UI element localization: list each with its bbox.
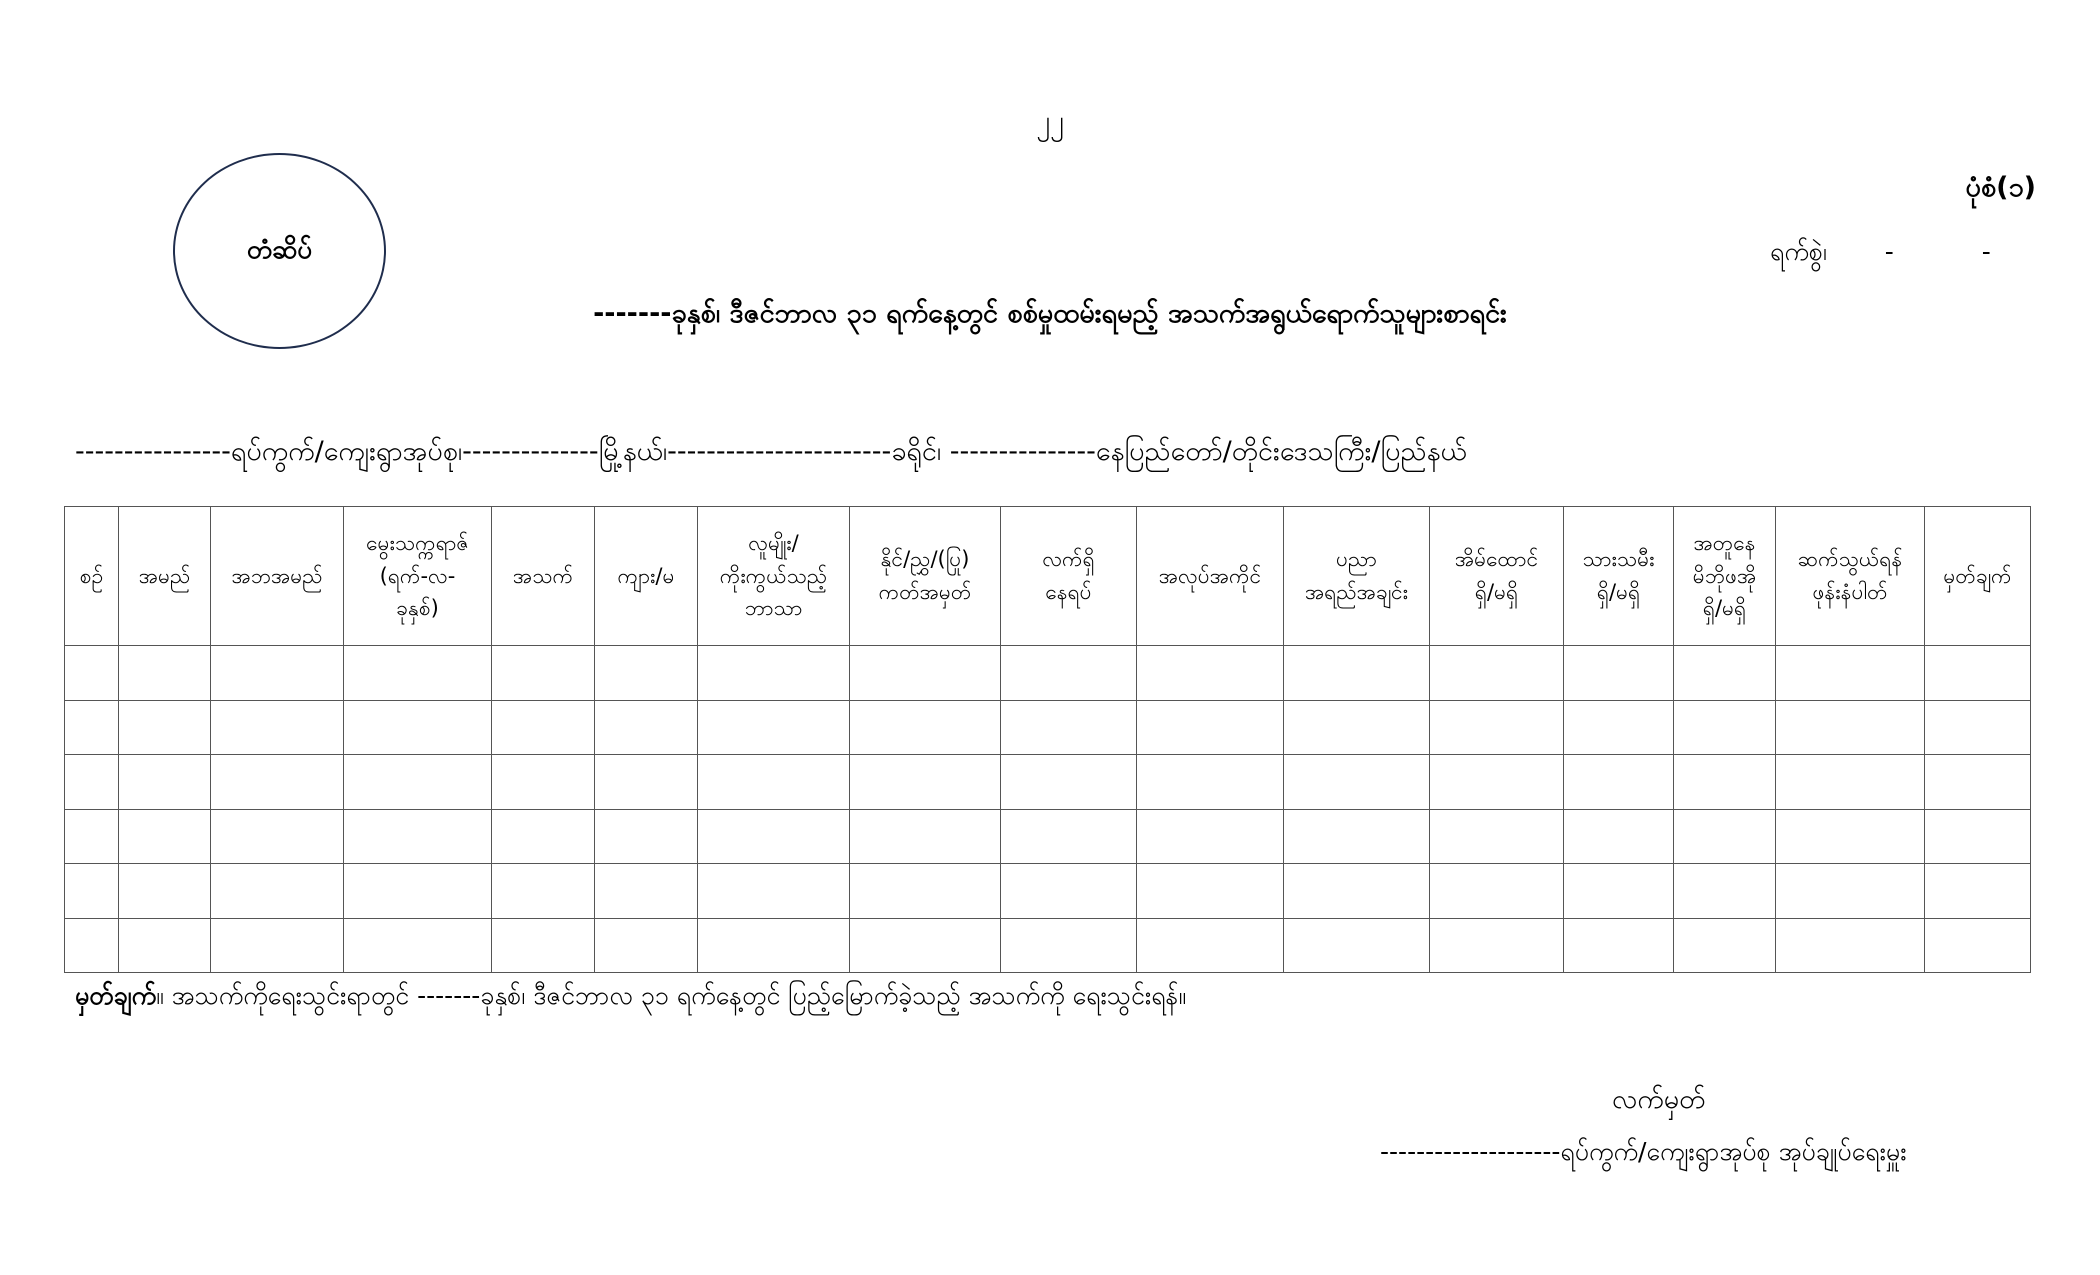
column-header (698, 507, 850, 646)
column-header-line: အဘအမည် (231, 563, 323, 588)
column-header (1776, 507, 1925, 646)
register-table (64, 506, 2031, 973)
table-cell[interactable] (1001, 864, 1137, 919)
table-row (65, 755, 2031, 810)
table-cell[interactable] (119, 646, 211, 701)
table-cell[interactable] (1284, 809, 1430, 864)
column-header-line: ကိုးကွယ်သည့် (719, 563, 828, 588)
table-cell[interactable] (1776, 809, 1925, 864)
table-cell[interactable] (1776, 864, 1925, 919)
table-row (65, 700, 2031, 755)
table-cell[interactable] (119, 809, 211, 864)
table-cell[interactable] (1674, 809, 1776, 864)
table-cell[interactable] (211, 864, 344, 919)
column-header-line: သားသမီး (1582, 547, 1655, 572)
table-cell[interactable] (1925, 809, 2031, 864)
table-cell[interactable] (595, 918, 698, 973)
table-cell[interactable] (698, 809, 850, 864)
table-cell[interactable] (1001, 755, 1137, 810)
table-cell[interactable] (850, 646, 1001, 701)
table-cell[interactable] (595, 700, 698, 755)
table-cell[interactable] (595, 646, 698, 701)
column-header-line: ဆက်သွယ်ရန် (1797, 547, 1903, 572)
table-cell[interactable] (65, 918, 119, 973)
date-dash: - (1884, 237, 1894, 266)
form-number: ပုံစံ(၁) (1965, 172, 2036, 203)
table-cell[interactable] (344, 809, 492, 864)
table-cell[interactable] (65, 646, 119, 701)
table-cell[interactable] (119, 755, 211, 810)
column-header (344, 507, 492, 646)
table-cell[interactable] (1137, 809, 1284, 864)
table-cell[interactable] (65, 700, 119, 755)
footnote-label: မှတ်ချက် (75, 981, 157, 1010)
column-header-line: မိဘိုဖအို (1692, 563, 1757, 588)
table-cell[interactable] (1925, 700, 2031, 755)
table-row (65, 646, 2031, 701)
date-line (1770, 236, 1991, 273)
table-cell[interactable] (211, 809, 344, 864)
table-cell[interactable] (1674, 646, 1776, 701)
table-cell[interactable] (344, 646, 492, 701)
column-header (1925, 507, 2031, 646)
table-cell[interactable] (1284, 918, 1430, 973)
table-cell[interactable] (850, 918, 1001, 973)
table-cell[interactable] (698, 646, 850, 701)
table-cell[interactable] (1776, 755, 1925, 810)
table-cell[interactable] (698, 700, 850, 755)
table-cell[interactable] (65, 864, 119, 919)
table-cell[interactable] (1925, 918, 2031, 973)
footnote (75, 980, 1186, 1017)
table-header-row (65, 507, 2031, 646)
signature-label: လက်မှတ် (1612, 1084, 1706, 1115)
table-cell[interactable] (1284, 646, 1430, 701)
table-cell[interactable] (1430, 755, 1564, 810)
column-header-line: (ရက်-လ- (379, 563, 456, 588)
table-cell[interactable] (1430, 864, 1564, 919)
table-cell[interactable] (1284, 864, 1430, 919)
table-cell[interactable] (1925, 646, 2031, 701)
column-header-line: နေရပ် (1045, 580, 1092, 604)
column-header-line: အိမ်ထောင် (1454, 547, 1539, 572)
table-cell[interactable] (211, 700, 344, 755)
table-cell[interactable] (595, 864, 698, 919)
column-header-line: အရည်အချင်း (1304, 580, 1409, 604)
column-header-line: ကျား/မ (617, 563, 675, 588)
table-cell[interactable] (492, 864, 595, 919)
table-cell[interactable] (492, 755, 595, 810)
signature-line: --------------------ရပ်ကွက်/ကျေးရွာအုပ်စု အုပ်ချုပ်ရေးမှူး (1380, 1137, 1907, 1166)
table-cell[interactable] (211, 755, 344, 810)
table-cell[interactable] (1564, 809, 1674, 864)
table-cell[interactable] (492, 809, 595, 864)
table-cell[interactable] (1674, 700, 1776, 755)
column-header-line: ခုနှစ်) (396, 596, 439, 621)
table-cell[interactable] (1001, 918, 1137, 973)
table-cell[interactable] (1284, 700, 1430, 755)
column-header (1284, 507, 1430, 646)
table-cell[interactable] (492, 700, 595, 755)
table-cell[interactable] (119, 700, 211, 755)
table-cell[interactable] (344, 918, 492, 973)
column-header (65, 507, 119, 646)
table-cell[interactable] (344, 864, 492, 919)
table-cell[interactable] (850, 809, 1001, 864)
table-cell[interactable] (1430, 809, 1564, 864)
column-header-line: ရှိ/မရှိ (1596, 580, 1641, 604)
table-cell[interactable] (1674, 864, 1776, 919)
table-cell[interactable] (698, 864, 850, 919)
column-header (1564, 507, 1674, 646)
table-cell[interactable] (1925, 864, 2031, 919)
table-cell[interactable] (1430, 918, 1564, 973)
date-label: ရက်စွဲ၊ (1770, 237, 1827, 266)
date-dash: - (1981, 237, 1991, 266)
column-header-line: ဖုန်းနံပါတ် (1812, 580, 1888, 604)
table-cell[interactable] (1137, 700, 1284, 755)
table-cell[interactable] (1674, 918, 1776, 973)
table-cell[interactable] (1284, 755, 1430, 810)
table-cell[interactable] (211, 918, 344, 973)
table-cell[interactable] (1564, 646, 1674, 701)
footnote-text: ။ အသက်ကိုရေးသွင်းရာတွင် -------ခုနှစ်၊ ဒီဇင်ဘာလ ၃၁ ရက်နေ့တွင် ပြည့်မြောက်ခဲ့သည့် အသက်ကို ရေးသွင်းရန်။ (156, 981, 1187, 1010)
form-title: -------ခုနှစ်၊ ဒီဇင်ဘာလ ၃၁ ရက်နေ့တွင် စစ်မှုထမ်းရမည့် အသက်အရွယ်ရောက်သူများစာရင်း (593, 298, 1507, 329)
table-cell[interactable] (1001, 646, 1137, 701)
column-header (1674, 507, 1776, 646)
table-row (65, 918, 2031, 973)
table-cell[interactable] (1776, 646, 1925, 701)
column-header-line: စဉ် (79, 563, 104, 588)
table-cell[interactable] (1001, 700, 1137, 755)
table-cell[interactable] (698, 755, 850, 810)
table-cell[interactable] (850, 700, 1001, 755)
column-header (1137, 507, 1284, 646)
column-header-line: အမည် (138, 563, 191, 588)
table-cell[interactable] (119, 918, 211, 973)
column-header-line: မွေးသက္ကရာဇ် (366, 531, 469, 556)
page-number: ၂၂ (1036, 104, 1064, 137)
table-cell[interactable] (1564, 700, 1674, 755)
column-header-line: လက်ရှိ (1042, 547, 1095, 572)
column-header-line: ပညာ (1336, 547, 1377, 572)
column-header-line: ကတ်အမှတ် (878, 580, 972, 604)
table-cell[interactable] (1776, 918, 1925, 973)
column-header-line: ရှိ/မရှိ (1474, 580, 1519, 604)
table-cell[interactable] (1137, 755, 1284, 810)
table-cell[interactable] (1001, 809, 1137, 864)
table-row (65, 809, 2031, 864)
table-cell[interactable] (1674, 755, 1776, 810)
table-cell[interactable] (65, 755, 119, 810)
column-header-line: မှတ်ချက် (1943, 563, 2012, 588)
column-header (211, 507, 344, 646)
column-header-line: လူမျိုး/ (748, 531, 799, 556)
table-cell[interactable] (1776, 700, 1925, 755)
column-header (1001, 507, 1137, 646)
table-cell[interactable] (492, 646, 595, 701)
table-cell[interactable] (595, 755, 698, 810)
table-cell[interactable] (344, 700, 492, 755)
table-cell[interactable] (492, 918, 595, 973)
table-cell[interactable] (850, 755, 1001, 810)
table-cell[interactable] (1137, 918, 1284, 973)
column-header (492, 507, 595, 646)
table-cell[interactable] (595, 809, 698, 864)
seal-label: တံဆိပ် (246, 234, 313, 265)
column-header-line: နိုင်/ညွှ/(ပြု) (880, 547, 970, 572)
column-header (595, 507, 698, 646)
column-header (850, 507, 1001, 646)
column-header-line: အသက် (512, 563, 574, 588)
table-cell[interactable] (1430, 646, 1564, 701)
table-cell[interactable] (211, 646, 344, 701)
column-header-line: ရှိ/မရှိ (1702, 596, 1747, 621)
table-cell[interactable] (65, 809, 119, 864)
column-header-line: အတူနေ (1693, 531, 1756, 556)
table-row (65, 864, 2031, 919)
table-cell[interactable] (1564, 918, 1674, 973)
column-header-line: အလုပ်အကိုင် (1158, 563, 1262, 588)
table-cell[interactable] (1564, 755, 1674, 810)
table-cell[interactable] (344, 755, 492, 810)
table-cell[interactable] (1430, 700, 1564, 755)
column-header (1430, 507, 1564, 646)
column-header (119, 507, 211, 646)
table-cell[interactable] (1137, 646, 1284, 701)
location-line: ----------------ရပ်ကွက်/ကျေးရွာအုပ်စု၊--------------မြို့နယ်၊-----------------------ခရိုင်၊ ---------------နေပြည်တော်/တိုင်းဒေသကြီး/ပြည်နယ် (75, 436, 1467, 467)
column-header-line: ဘာသာ (744, 596, 803, 621)
table-cell[interactable] (119, 864, 211, 919)
table-cell[interactable] (698, 918, 850, 973)
table-cell[interactable] (1925, 755, 2031, 810)
table-cell[interactable] (850, 864, 1001, 919)
table-cell[interactable] (1564, 864, 1674, 919)
table-cell[interactable] (1137, 864, 1284, 919)
